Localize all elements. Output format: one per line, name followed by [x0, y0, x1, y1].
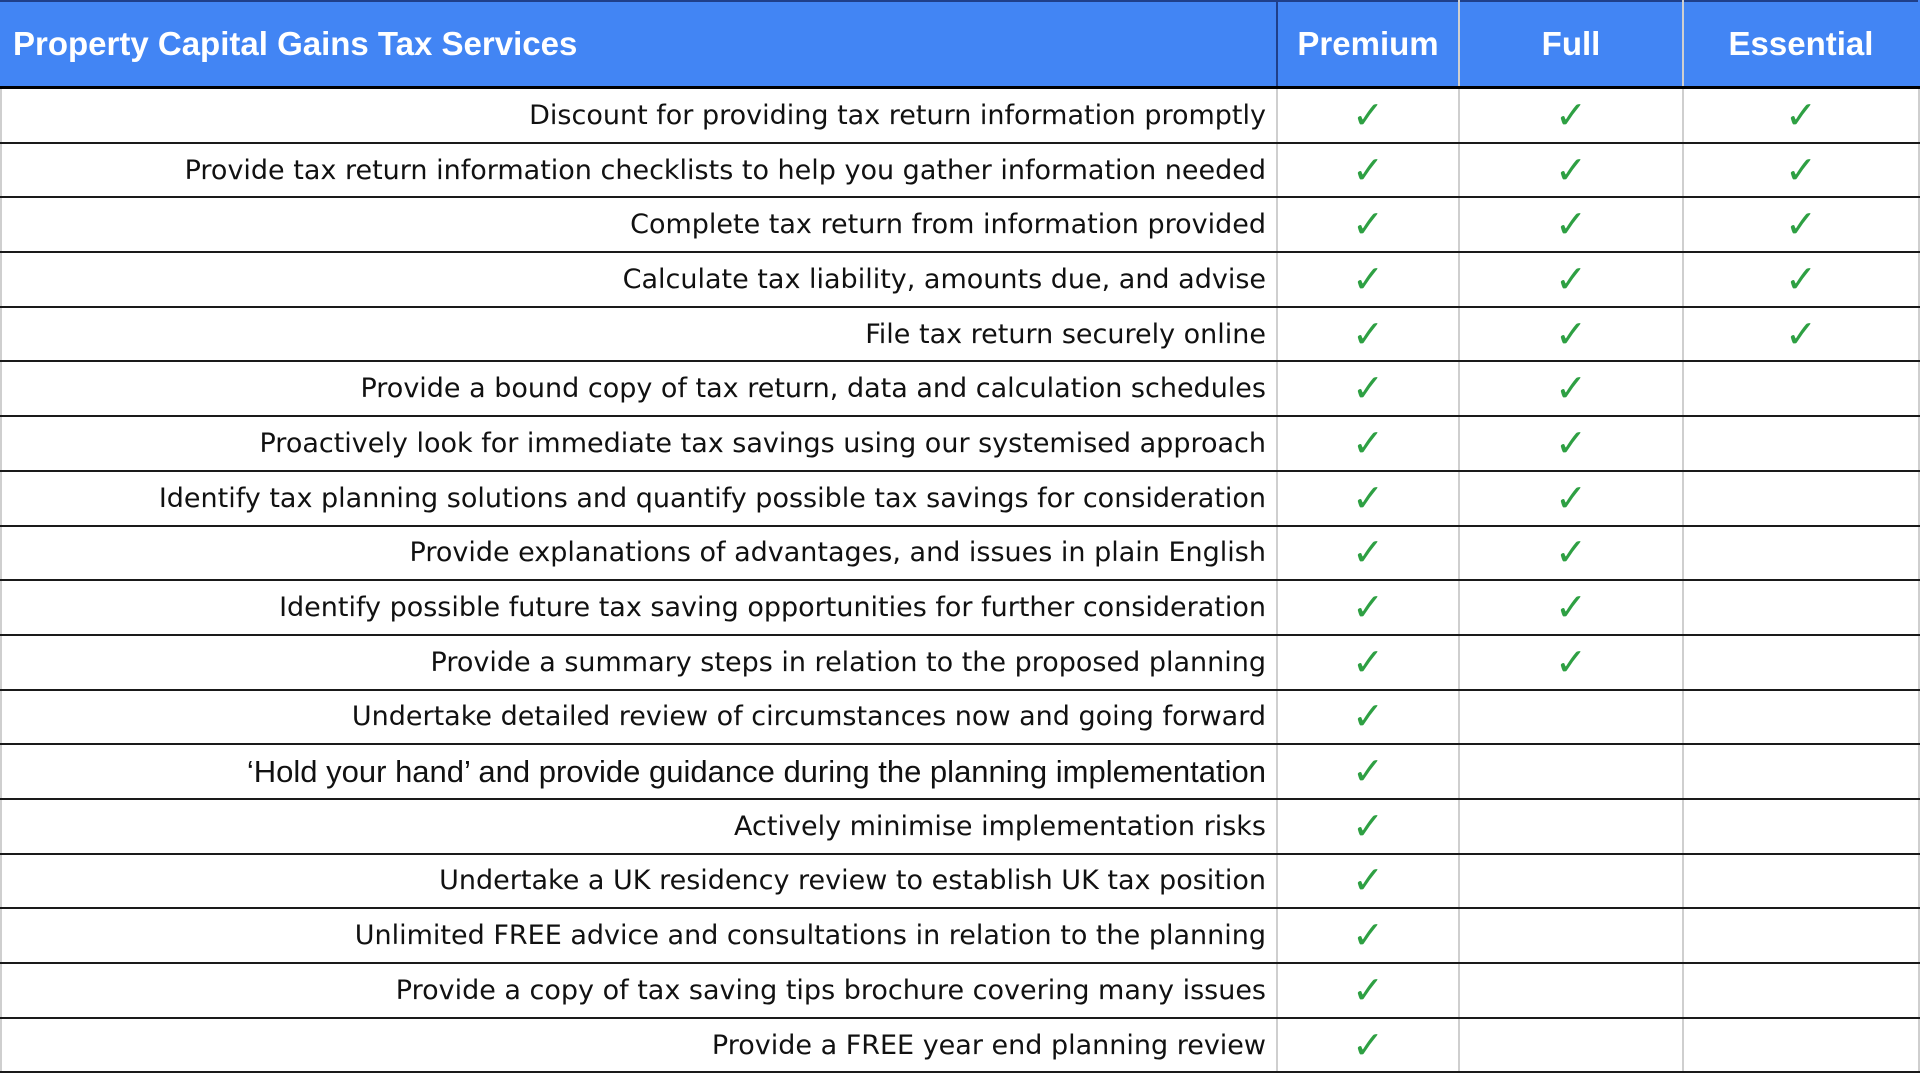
feature-label: Discount for providing tax return information promptly: [1, 88, 1277, 143]
table-row: [1, 252, 1919, 307]
full-cell: [1459, 252, 1683, 307]
essential-cell: [1683, 361, 1919, 416]
feature-label: Provide a bound copy of tax return, data and calculation schedules: [1, 361, 1277, 416]
essential-cell: [1683, 854, 1919, 909]
full-cell: [1459, 307, 1683, 362]
full-cell: [1459, 143, 1683, 198]
table-row: [1, 1018, 1919, 1073]
essential-cell: [1683, 1018, 1919, 1073]
essential-cell: [1683, 744, 1919, 799]
full-cell: [1459, 526, 1683, 581]
essential-cell: [1683, 526, 1919, 581]
full-cell: [1459, 690, 1683, 745]
full-cell: [1459, 197, 1683, 252]
full-cell: [1459, 799, 1683, 854]
essential-cell: [1683, 635, 1919, 690]
checkmark-icon: ✓: [1555, 639, 1587, 684]
table-title: Property Capital Gains Tax Services: [1, 1, 1277, 88]
feature-label: Complete tax return from information provided: [1, 197, 1277, 252]
full-cell: [1459, 471, 1683, 526]
premium-cell: [1277, 307, 1459, 362]
tier-essential-header: Essential: [1683, 1, 1919, 88]
essential-cell: [1683, 307, 1919, 362]
feature-label: Identify tax planning solutions and quantify possible tax savings for consideration: [1, 471, 1277, 526]
premium-cell: [1277, 963, 1459, 1018]
checkmark-icon: ✓: [1352, 913, 1384, 958]
table-row: [1, 307, 1919, 362]
premium-cell: [1277, 143, 1459, 198]
checkmark-icon: ✓: [1785, 147, 1817, 192]
premium-cell: [1277, 799, 1459, 854]
checkmark-icon: ✓: [1352, 803, 1384, 848]
essential-cell: [1683, 908, 1919, 963]
premium-cell: [1277, 361, 1459, 416]
header-row: [1, 1, 1919, 88]
table-row: [1, 197, 1919, 252]
table-row: [1, 416, 1919, 471]
premium-cell: [1277, 88, 1459, 143]
checkmark-icon: ✓: [1555, 530, 1587, 575]
essential-cell: [1683, 252, 1919, 307]
tier-full-header: Full: [1459, 1, 1683, 88]
feature-label: Undertake a UK residency review to establish UK tax position: [1, 854, 1277, 909]
full-cell: [1459, 416, 1683, 471]
premium-cell: [1277, 854, 1459, 909]
checkmark-icon: ✓: [1352, 639, 1384, 684]
feature-label: ‘Hold your hand’ and provide guidance during the planning implementation: [1, 744, 1277, 799]
feature-label: Proactively look for immediate tax savings using our systemised approach: [1, 416, 1277, 471]
checkmark-icon: ✓: [1352, 147, 1384, 192]
checkmark-icon: ✓: [1555, 311, 1587, 356]
premium-cell: [1277, 908, 1459, 963]
table-row: [1, 854, 1919, 909]
feature-label: Provide a copy of tax saving tips brochure covering many issues: [1, 963, 1277, 1018]
checkmark-icon: ✓: [1352, 967, 1384, 1012]
checkmark-icon: ✓: [1555, 366, 1587, 411]
premium-cell: [1277, 744, 1459, 799]
checkmark-icon: ✓: [1555, 475, 1587, 520]
table-row: [1, 88, 1919, 143]
checkmark-icon: ✓: [1785, 202, 1817, 247]
full-cell: [1459, 1018, 1683, 1073]
checkmark-icon: ✓: [1785, 256, 1817, 301]
table-row: [1, 143, 1919, 198]
feature-label: Undertake detailed review of circumstances now and going forward: [1, 690, 1277, 745]
checkmark-icon: ✓: [1352, 858, 1384, 903]
table-row: [1, 471, 1919, 526]
checkmark-icon: ✓: [1352, 311, 1384, 356]
checkmark-icon: ✓: [1352, 92, 1384, 137]
table-row: [1, 744, 1919, 799]
full-cell: [1459, 854, 1683, 909]
premium-cell: [1277, 471, 1459, 526]
essential-cell: [1683, 580, 1919, 635]
table-row: [1, 690, 1919, 745]
checkmark-icon: ✓: [1352, 694, 1384, 739]
premium-cell: [1277, 690, 1459, 745]
checkmark-icon: ✓: [1785, 92, 1817, 137]
table-row: [1, 963, 1919, 1018]
feature-label: Calculate tax liability, amounts due, and advise: [1, 252, 1277, 307]
essential-cell: [1683, 471, 1919, 526]
feature-label: Provide a summary steps in relation to the proposed planning: [1, 635, 1277, 690]
checkmark-icon: ✓: [1555, 202, 1587, 247]
checkmark-icon: ✓: [1555, 420, 1587, 465]
essential-cell: [1683, 197, 1919, 252]
premium-cell: [1277, 635, 1459, 690]
table-row: [1, 799, 1919, 854]
table-row: [1, 526, 1919, 581]
full-cell: [1459, 744, 1683, 799]
feature-label: Provide tax return information checklists to help you gather information needed: [1, 143, 1277, 198]
checkmark-icon: ✓: [1785, 311, 1817, 356]
essential-cell: [1683, 416, 1919, 471]
premium-cell: [1277, 197, 1459, 252]
essential-cell: [1683, 799, 1919, 854]
full-cell: [1459, 963, 1683, 1018]
full-cell: [1459, 580, 1683, 635]
feature-label: File tax return securely online: [1, 307, 1277, 362]
feature-label: Provide explanations of advantages, and issues in plain English: [1, 526, 1277, 581]
feature-label: Actively minimise implementation risks: [1, 799, 1277, 854]
full-cell: [1459, 908, 1683, 963]
tier-premium-header: Premium: [1277, 1, 1459, 88]
full-cell: [1459, 88, 1683, 143]
premium-cell: [1277, 526, 1459, 581]
table-row: [1, 361, 1919, 416]
checkmark-icon: ✓: [1352, 1022, 1384, 1067]
feature-label: Identify possible future tax saving opportunities for further consideration: [1, 580, 1277, 635]
full-cell: [1459, 635, 1683, 690]
feature-rows: [1, 88, 1919, 1073]
premium-cell: [1277, 416, 1459, 471]
checkmark-icon: ✓: [1352, 585, 1384, 630]
checkmark-icon: ✓: [1352, 202, 1384, 247]
checkmark-icon: ✓: [1555, 585, 1587, 630]
table-row: [1, 635, 1919, 690]
feature-label: Provide a FREE year end planning review: [1, 1018, 1277, 1073]
checkmark-icon: ✓: [1352, 530, 1384, 575]
essential-cell: [1683, 963, 1919, 1018]
essential-cell: [1683, 143, 1919, 198]
checkmark-icon: ✓: [1555, 92, 1587, 137]
premium-cell: [1277, 252, 1459, 307]
essential-cell: [1683, 690, 1919, 745]
checkmark-icon: ✓: [1352, 749, 1384, 794]
full-cell: [1459, 361, 1683, 416]
premium-cell: [1277, 580, 1459, 635]
premium-cell: [1277, 1018, 1459, 1073]
checkmark-icon: ✓: [1352, 256, 1384, 301]
checkmark-icon: ✓: [1352, 420, 1384, 465]
essential-cell: [1683, 88, 1919, 143]
table-row: [1, 908, 1919, 963]
checkmark-icon: ✓: [1352, 475, 1384, 520]
checkmark-icon: ✓: [1352, 366, 1384, 411]
table-row: [1, 580, 1919, 635]
checkmark-icon: ✓: [1555, 147, 1587, 192]
feature-label: Unlimited FREE advice and consultations in relation to the planning: [1, 908, 1277, 963]
checkmark-icon: ✓: [1555, 256, 1587, 301]
